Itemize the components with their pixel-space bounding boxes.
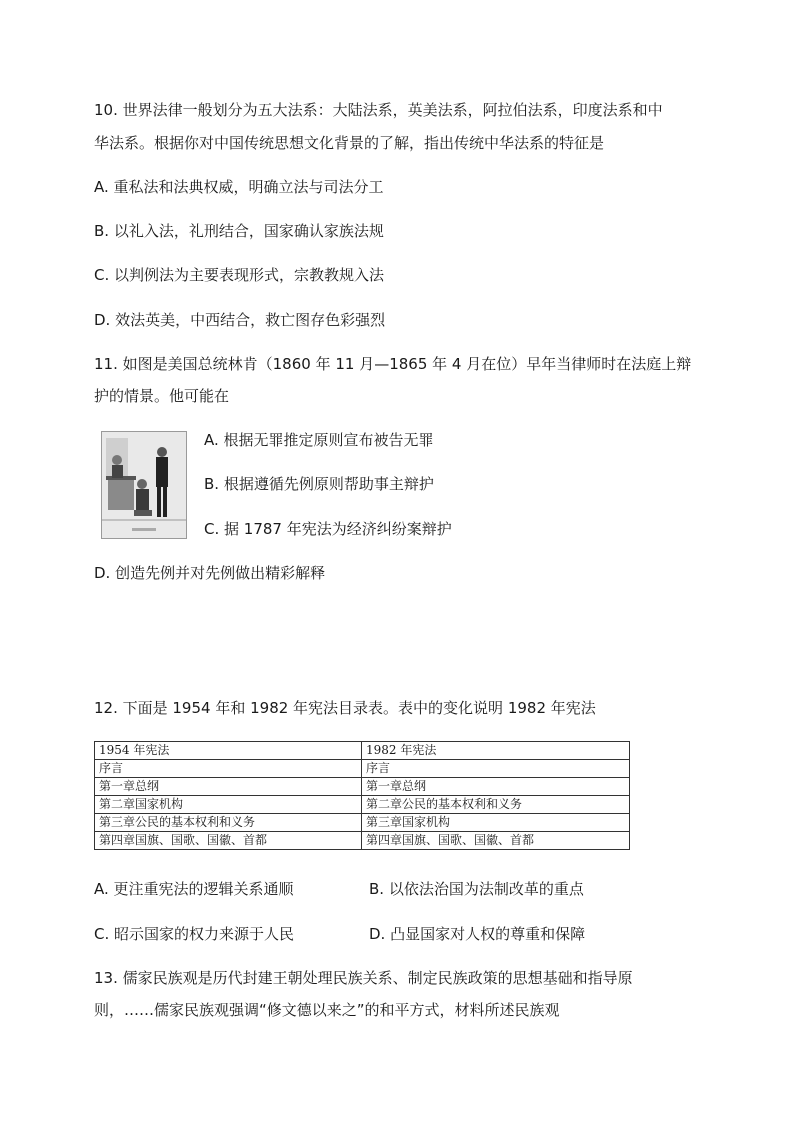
q11-stem-line1: 11. 如图是美国总统林肯（1860 年 11 月—1865 年 4 月在位）早年当律师时在法庭上辩 xyxy=(94,355,692,373)
q11-stem-line2: 护的情景。他可能在 xyxy=(94,387,230,405)
q10-option-d: D. 效法英美，中西结合，救亡图存色彩强烈 xyxy=(94,311,386,329)
table-cell: 第二章国家机构 xyxy=(95,796,362,814)
table-cell: 第三章公民的基本权利和义务 xyxy=(95,814,362,832)
table-header-1982: 1982 年宪法 xyxy=(362,742,630,760)
q12-option-c: C. 昭示国家的权力来源于人民 xyxy=(94,925,295,943)
table-cell: 序言 xyxy=(95,760,362,778)
q10-option-b: B. 以礼入法，礼刑结合，国家确认家族法规 xyxy=(94,222,384,240)
q13-stem-line1: 13. 儒家民族观是历代封建王朝处理民族关系、制定民族政策的思想基础和指导原 xyxy=(94,969,633,987)
table-cell: 第三章国家机构 xyxy=(362,814,630,832)
table-row xyxy=(95,832,630,850)
q10-option-c: C. 以判例法为主要表现形式，宗教教规入法 xyxy=(94,266,385,284)
table-cell: 第四章国旗、国歌、国徽、首都 xyxy=(95,832,362,850)
q11-option-c: C. 据 1787 年宪法为经济纠纷案辩护 xyxy=(204,520,452,538)
courtroom-illustration xyxy=(101,431,187,539)
courtroom-illustration-icon xyxy=(102,432,186,538)
table-cell: 第四章国旗、国歌、国徽、首都 xyxy=(362,832,630,850)
table-header-1954: 1954 年宪法 xyxy=(95,742,362,760)
q11-option-a: A. 根据无罪推定原则宣布被告无罪 xyxy=(204,431,434,449)
q12-option-b: B. 以依法治国为法制改革的重点 xyxy=(369,880,584,898)
q12-option-d: D. 凸显国家对人权的尊重和保障 xyxy=(369,925,586,943)
q13-stem-line2: 则，……儒家民族观强调“修文德以来之”的和平方式，材料所述民族观 xyxy=(94,1001,560,1019)
table-row xyxy=(95,796,630,814)
table-row xyxy=(95,814,630,832)
table-cell: 第二章公民的基本权利和义务 xyxy=(362,796,630,814)
q10-stem-line1: 10. 世界法律一般划分为五大法系：大陆法系，英美法系，阿拉伯法系，印度法系和中 xyxy=(94,101,663,119)
constitution-toc-table xyxy=(94,741,630,850)
table-header-row xyxy=(95,742,630,760)
q10-stem-line2: 华法系。根据你对中国传统思想文化背景的了解，指出传统中华法系的特征是 xyxy=(94,134,605,152)
table-cell: 序言 xyxy=(362,760,630,778)
q11-option-b: B. 根据遵循先例原则帮助事主辩护 xyxy=(204,475,434,493)
table-cell: 第一章总纲 xyxy=(362,778,630,796)
table-cell: 第一章总纲 xyxy=(95,778,362,796)
q12-stem: 12. 下面是 1954 年和 1982 年宪法目录表。表中的变化说明 1982 年宪法 xyxy=(94,699,596,717)
q12-option-a: A. 更注重宪法的逻辑关系通顺 xyxy=(94,880,294,898)
table-row xyxy=(95,778,630,796)
table-row xyxy=(95,760,630,778)
q10-option-a: A. 重私法和法典权威，明确立法与司法分工 xyxy=(94,178,384,196)
q11-option-d: D. 创造先例并对先例做出精彩解释 xyxy=(94,564,326,582)
